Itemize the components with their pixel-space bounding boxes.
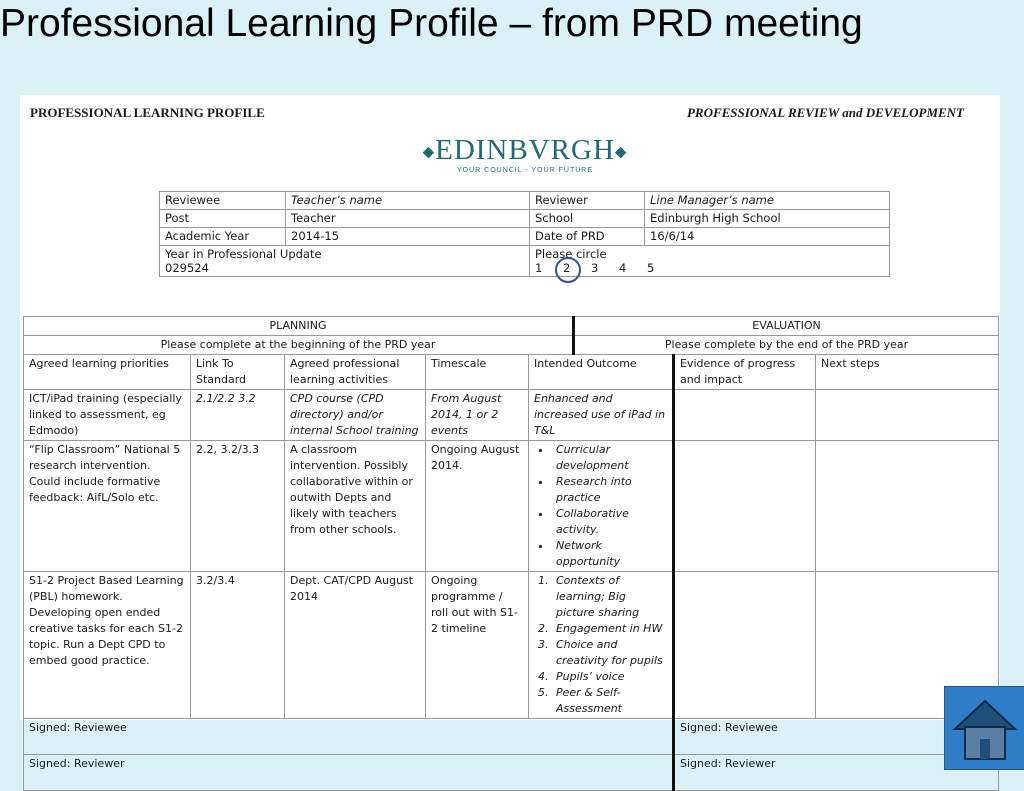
document-scan (20, 95, 1000, 770)
post-value: Teacher (286, 210, 530, 228)
prd-date-label: Date of PRD (530, 228, 645, 246)
table-row (24, 390, 999, 441)
prd-date-value: 16/6/14 (645, 228, 890, 246)
standard-cell: 2.2, 3.2/3.3 (191, 441, 285, 572)
evidence-cell (674, 572, 816, 719)
priority-cell: “Flip Classroom” National 5 research intervention. Could include formative feedback: AifL/Solo etc. (24, 441, 191, 572)
col-timescale: Timescale (426, 355, 529, 390)
priority-cell: ICT/iPad training (especially linked to assessment, eg Edmodo) (24, 390, 191, 441)
option-1: 1 (535, 261, 543, 275)
activities-cell: CPD course (CPD directory) and/or internal School training (285, 390, 426, 441)
profile-heading: PROFESSIONAL LEARNING PROFILE (30, 105, 265, 120)
post-label: Post (160, 210, 286, 228)
standard-cell: 2.1/2.2 3.2 (191, 390, 285, 441)
timescale-cell: From August 2014, 1 or 2 events (426, 390, 529, 441)
planning-title: PLANNING (24, 317, 574, 336)
slide-title: Professional Learning Profile – from PRD meeting (0, 2, 863, 45)
option-3: 3 (591, 261, 599, 275)
option-5: 5 (647, 261, 655, 275)
year-label: Academic Year (160, 228, 286, 246)
planning-evaluation-table (23, 316, 999, 791)
next-steps-cell (816, 390, 999, 441)
reviewee-label: Reviewee (160, 192, 286, 210)
timescale-cell: Ongoing August 2014. (426, 441, 529, 572)
col-standard: Link To Standard (191, 355, 285, 390)
update-cell: Year in Professional Update 029524 (160, 246, 530, 277)
signed-reviewer-evaluation: Signed: Reviewer (674, 755, 999, 791)
info-table (159, 191, 890, 277)
col-priorities: Agreed learning priorities (24, 355, 191, 390)
table-row (24, 441, 999, 572)
year-value: 2014-15 (286, 228, 530, 246)
priority-cell: S1-2 Project Based Learning (PBL) homework. Developing open ended creative tasks for each S1-2 topic. Run a Dept CPD to embed good practice. (24, 572, 191, 719)
home-icon (945, 687, 1024, 769)
outcome-cell: Enhanced and increased use of iPad in T&L (529, 390, 674, 441)
activities-cell: A classroom intervention. Possibly collaborative within or outwith Depts and likely with teachers from other schools. (285, 441, 426, 572)
home-button[interactable] (944, 686, 1024, 770)
evaluation-title: EVALUATION (574, 317, 999, 336)
option-2-circled: 2 (563, 261, 591, 275)
table-row (24, 572, 999, 719)
outcome-cell: • Curricular development • Research into practice • Collaborative activity. • Network opportunity (529, 441, 674, 572)
planning-sub: Please complete at the beginning of the PRD year (24, 336, 574, 355)
circle-cell: Please circle 1 2 3 4 5 (530, 246, 890, 277)
school-label: School (530, 210, 645, 228)
edinburgh-logo: ◆EDINBVRGH◆ YOUR COUNCIL - YOUR FUTURE (422, 134, 628, 175)
outcome-cell: 1. Contexts of learning; Big picture sharing 2. Engagement in HW 3. Choice and creativity for pupils 4. Pupils’ voice 5. Peer & Self-Assessment (529, 572, 674, 719)
standard-cell: 3.2/3.4 (191, 572, 285, 719)
signed-reviewee-evaluation: Signed: Reviewee (674, 719, 999, 755)
option-4: 4 (619, 261, 627, 275)
activities-cell: Dept. CAT/CPD August 2014 (285, 572, 426, 719)
reviewee-value: Teacher’s name (286, 192, 530, 210)
signed-reviewer-planning: Signed: Reviewer (24, 755, 674, 791)
timescale-cell: Ongoing programme / roll out with S1-2 timeline (426, 572, 529, 719)
school-value: Edinburgh High School (645, 210, 890, 228)
review-heading: PROFESSIONAL REVIEW and DEVELOPMENT (686, 105, 964, 120)
col-outcome: Intended Outcome (529, 355, 674, 390)
signed-reviewee-planning: Signed: Reviewee (24, 719, 674, 755)
reviewer-value: Line Manager’s name (645, 192, 890, 210)
col-evidence: Evidence of progress and impact (674, 355, 816, 390)
circle-options (535, 261, 884, 275)
reviewer-label: Reviewer (530, 192, 645, 210)
evaluation-sub: Please complete by the end of the PRD year (574, 336, 999, 355)
col-next-steps: Next steps (816, 355, 999, 390)
evidence-cell (674, 390, 816, 441)
evidence-cell (674, 441, 816, 572)
col-activities: Agreed professional learning activities (285, 355, 426, 390)
next-steps-cell (816, 441, 999, 572)
